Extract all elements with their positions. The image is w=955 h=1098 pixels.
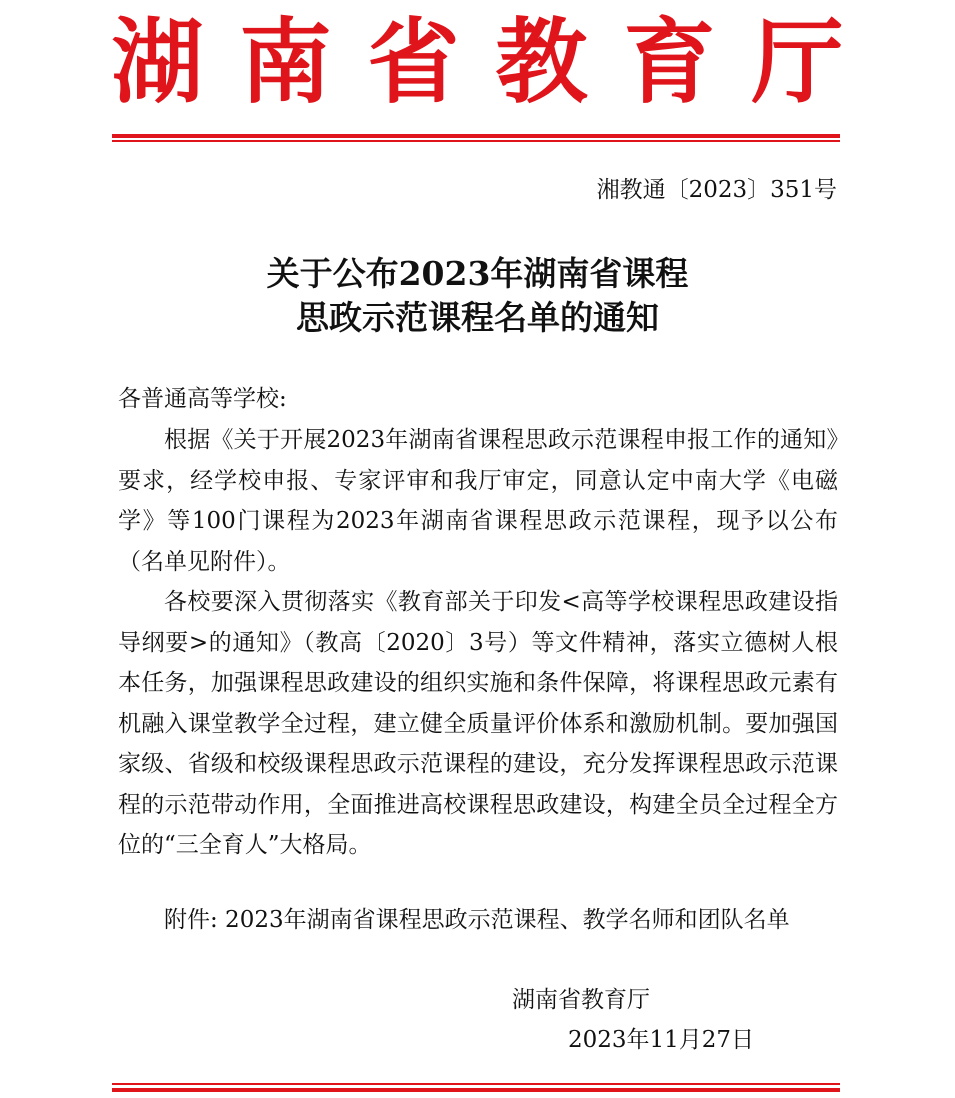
masthead-org-name: 湖南省教育厅 (111, 9, 880, 116)
body-paragraph-1: 根据《关于开展2023年湖南省课程思政示范课程申报工作的通知》要求，经学校申报、专家评审和我厅审定，同意认定中南大学《电磁学》等100门课程为2023年湖南省课程思政示范课程，现予以公布（名单见附件）。 (118, 427, 838, 575)
title-line-1: 关于公布2023年湖南省课程 (266, 254, 689, 293)
footer-red-rule (112, 1088, 840, 1092)
title-line-2: 思政示范课程名单的通知 (296, 298, 659, 337)
footer-red-rule-thin (112, 1083, 840, 1085)
issuer-name: 湖南省教育厅 (512, 987, 650, 1013)
attachment-note: 附件: 2023年湖南省课程思政示范课程、教学名师和团队名单 (164, 907, 790, 933)
salutation: 各普通高等学校: (118, 386, 287, 412)
issue-date: 2023年11月27日 (568, 1027, 755, 1053)
masthead-red-rule (112, 134, 840, 138)
masthead-red-rule-thin (112, 140, 840, 142)
document-number: 湘教通〔2023〕351号 (596, 177, 837, 203)
body-paragraph-2: 各校要深入贯彻落实《教育部关于印发<高等学校课程思政建设指导纲要>的通知》（教高〔2020〕3号）等文件精神，落实立德树人根本任务，加强课程思政建设的组织实施和条件保障，将课程思政元素有机融入课堂教学全过程，建立健全质量评价体系和激励机制。要加强国家级、省级和校级课程思政示范课程的建设，充分发挥课程思政示范课程的示范带动作用，全面推进高校课程思政建设，构建全员全过程全方位的“三全育人”大格局。 (118, 589, 838, 858)
